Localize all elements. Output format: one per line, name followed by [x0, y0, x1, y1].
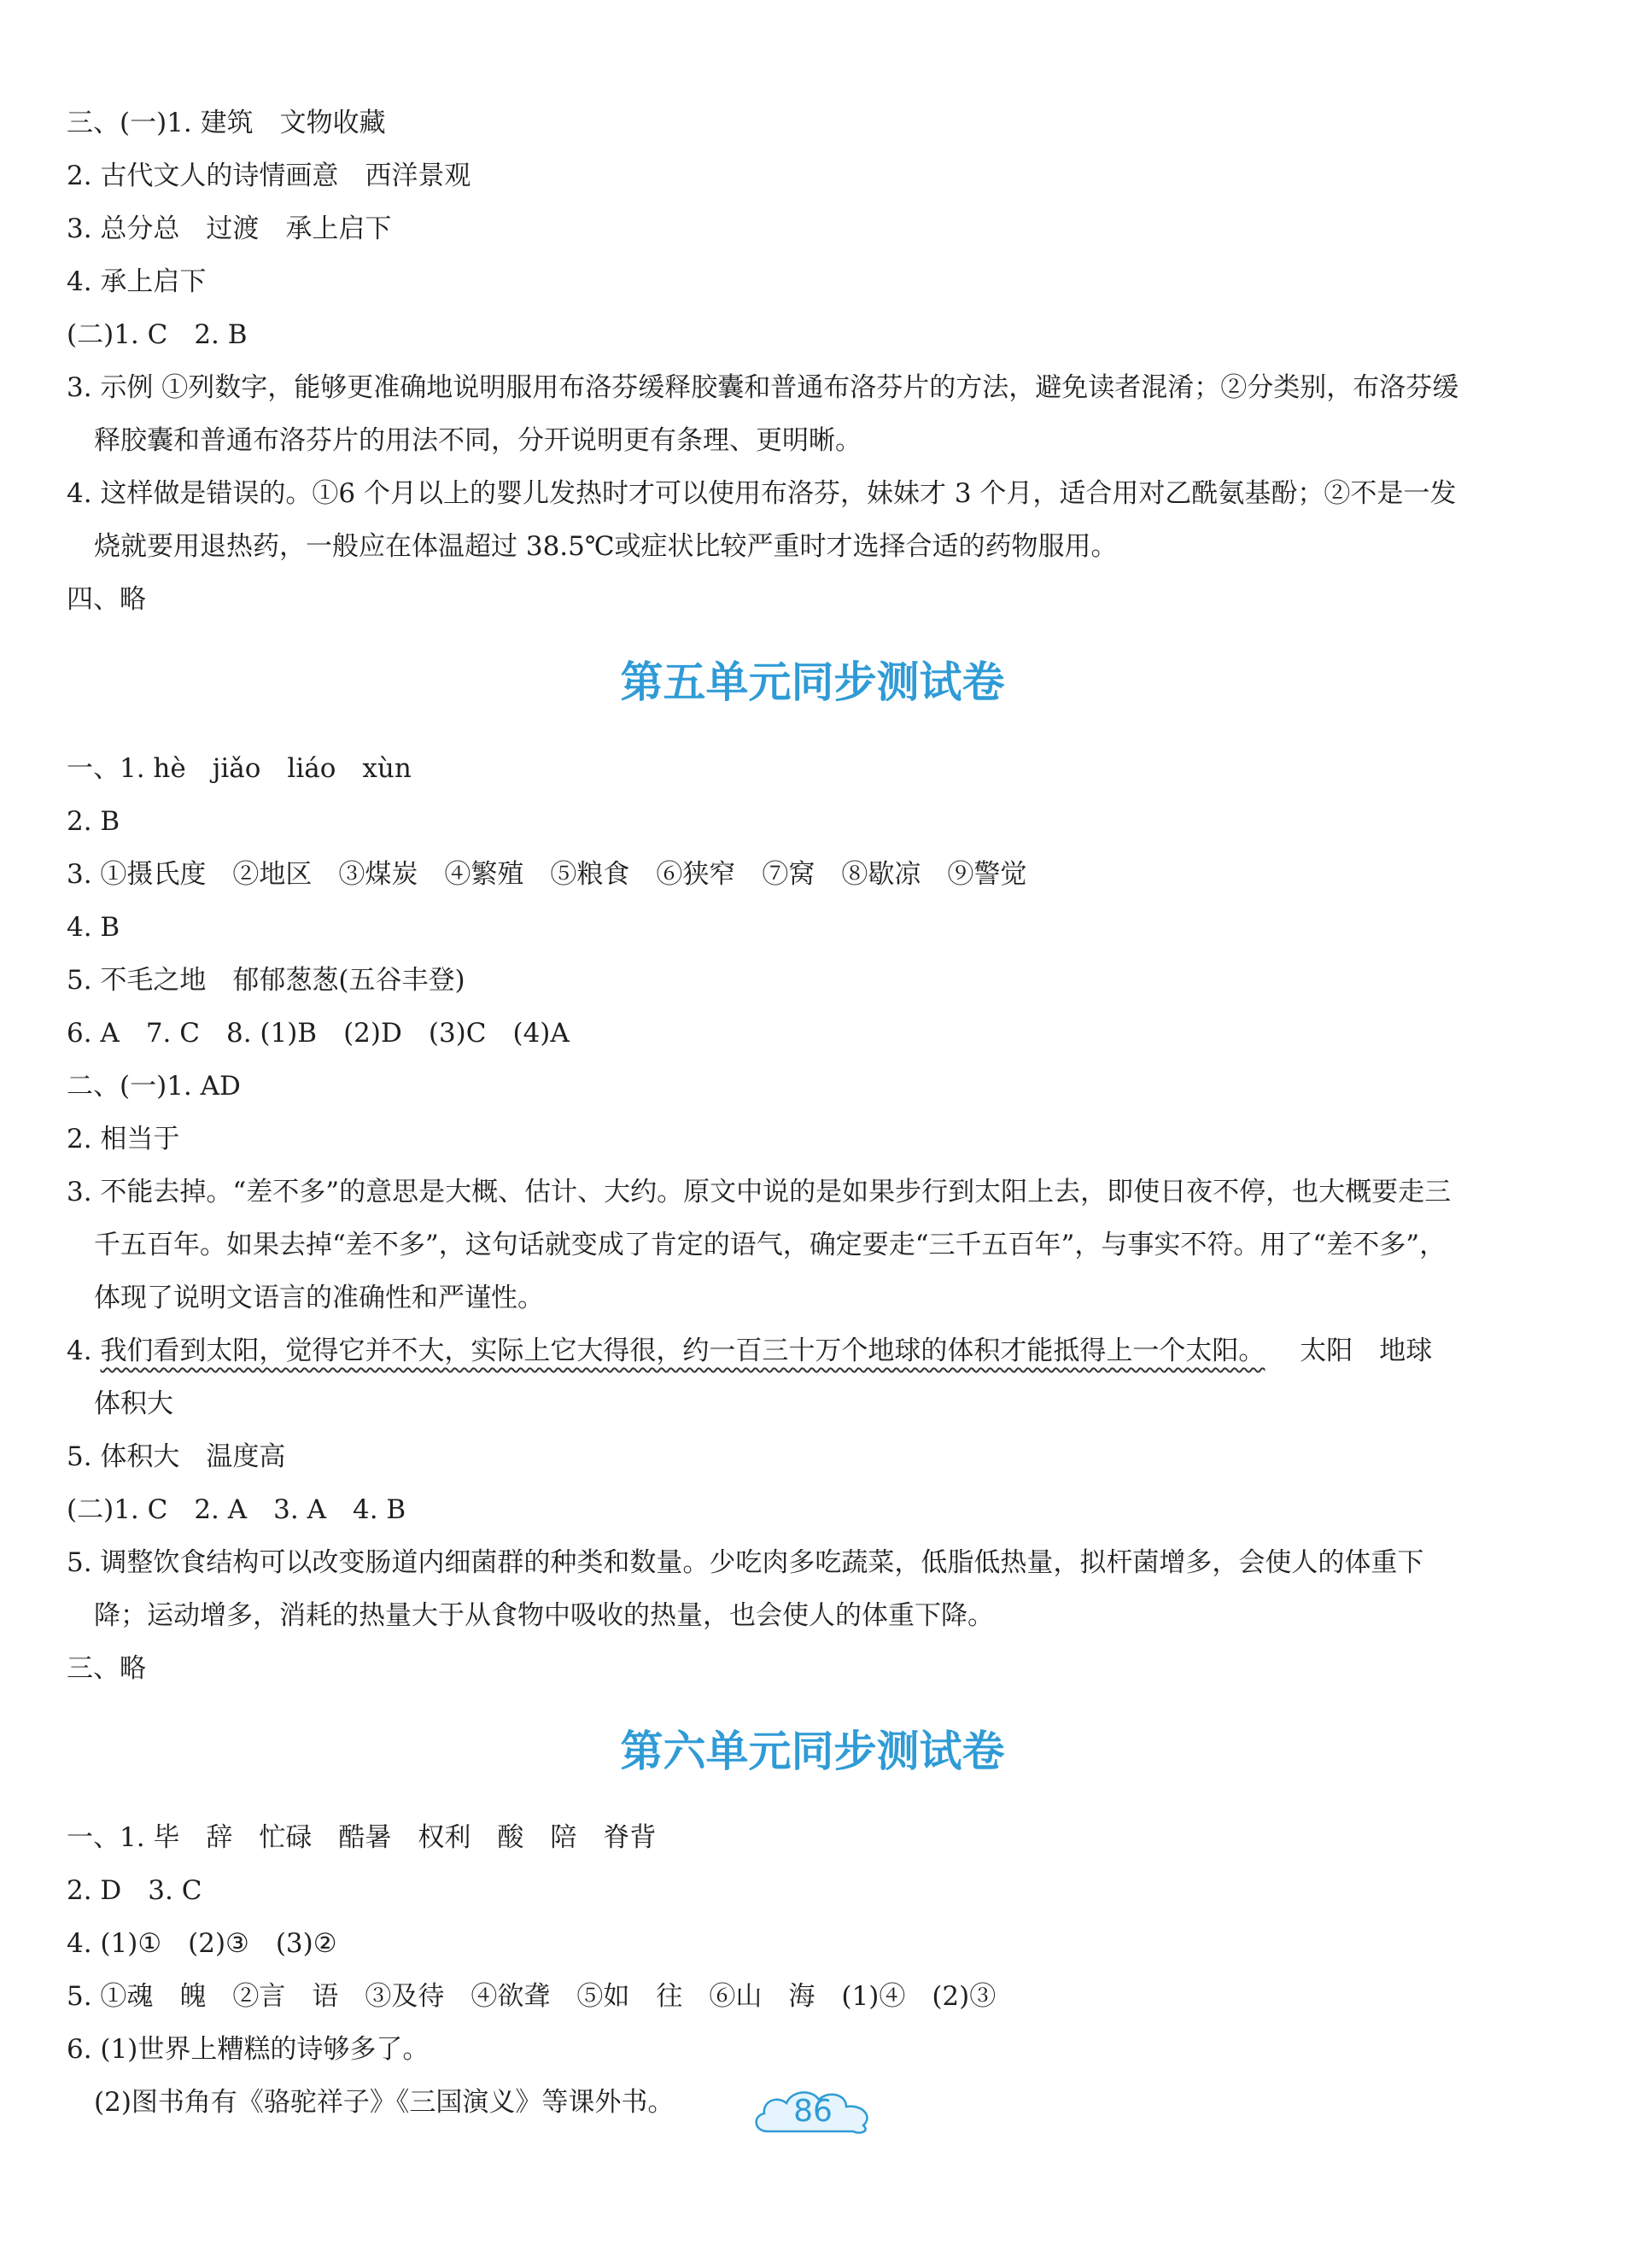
answer-line: 千五百年。如果去掉“差不多”，这句话就变成了肯定的语气，确定要走“三千五百年”，与事实不符。用了“差不多”，	[94, 1230, 1447, 1260]
answer-line: 二、(一)1. AD	[67, 1071, 241, 1102]
answer-line: 三、略	[67, 1653, 146, 1684]
answer-line: (二)1. C 2. A 3. A 4. B	[67, 1494, 406, 1525]
answer-line: 烧就要用退热药，一般应在体温超过 38.5℃或症状比较严重时才选择合适的药物服用。	[94, 531, 1118, 562]
answer-line	[67, 1332, 1484, 1370]
answer-line: (二)1. C 2. B	[67, 319, 248, 350]
answer-line: 四、略	[67, 584, 146, 615]
answer-line: 3. ①摄氏度 ②地区 ③煤炭 ④繁殖 ⑤粮食 ⑥狭窄 ⑦窝 ⑧歇凉 ⑨警觉	[67, 859, 1027, 890]
answer-line: 4. 承上启下	[67, 266, 207, 297]
answer-line: 5. ①魂 魄 ②言 语 ③及待 ④欲聋 ⑤如 往 ⑥山 海 (1)④ (2)③	[67, 1981, 997, 2012]
answer-line: 4. 这样做是错误的。①6 个月以上的婴儿发热时才可以使用布洛芬，妹妹才 3 个月，适合用对乙酰氨基酚；②不是一发	[67, 478, 1457, 509]
answer-line: 3. 示例 ①列数字，能够更准确地说明服用布洛芬缓释胶囊和普通布洛芬片的方法，避免读者混淆；②分类别，布洛芬缓	[67, 372, 1459, 403]
answer-line: 降；运动增多，消耗的热量大于从食物中吸收的热量，也会使人的体重下降。	[94, 1600, 994, 1631]
answer-line: 体现了说明文语言的准确性和严谨性。	[94, 1283, 544, 1313]
answer-line: 释胶囊和普通布洛芬片的用法不同，分开说明更有条理、更明晰。	[94, 425, 862, 456]
answer-line: 2. 相当于	[67, 1124, 180, 1154]
answer-line: 2. B	[67, 806, 120, 837]
answer-line: 三、(一)1. 建筑 文物收藏	[67, 108, 386, 138]
section-title-unit-5: 第五单元同步测试卷	[620, 658, 1005, 707]
page-number: 86	[793, 2094, 833, 2129]
answer-line: 5. 不毛之地 郁郁葱葱(五谷丰登)	[67, 965, 465, 996]
answer-line: 5. 体积大 温度高	[67, 1441, 286, 1472]
answer-line: 6. A 7. C 8. (1)B (2)D (3)C (4)A	[67, 1018, 570, 1049]
wavy-underlined-sentence: 我们看到太阳，觉得它并不大，实际上它大得很，约一百三十万个地球的体积才能抵得上一个太阳。	[100, 1336, 1266, 1366]
answer-line: 3. 不能去掉。“差不多”的意思是大概、估计、大约。原文中说的是如果步行到太阳上去，即使日夜不停，也大概要走三	[67, 1177, 1452, 1207]
answer-line: 一、1. hè jiǎo liáo xùn	[67, 753, 412, 784]
answer-line: 体积大	[94, 1388, 173, 1419]
answer-line: 一、1. 毕 辞 忙碌 酷暑 权利 酸 陪 脊背	[67, 1822, 657, 1853]
answer-text: 太阳 地球	[1273, 1336, 1433, 1366]
question-number: 4.	[67, 1336, 92, 1366]
answer-line: 3. 总分总 过渡 承上启下	[67, 213, 392, 244]
answer-line: 6. (1)世界上糟糕的诗够多了。	[67, 2034, 430, 2065]
page-number-badge	[749, 2087, 877, 2136]
answer-line: 5. 调整饮食结构可以改变肠道内细菌群的种类和数量。少吃肉多吃蔬菜，低脂低热量，拟杆菌增多，会使人的体重下	[67, 1547, 1424, 1578]
answer-line: 4. (1)① (2)③ (3)②	[67, 1928, 337, 1959]
answer-line: 2. D 3. C	[67, 1875, 202, 1906]
answer-line: 2. 古代文人的诗情画意 西洋景观	[67, 161, 471, 191]
answer-line: (2)图书角有《骆驼祥子》《三国演义》等课外书。	[94, 2087, 675, 2118]
answer-line: 4. B	[67, 912, 120, 943]
section-title-unit-6: 第六单元同步测试卷	[620, 1727, 1005, 1776]
